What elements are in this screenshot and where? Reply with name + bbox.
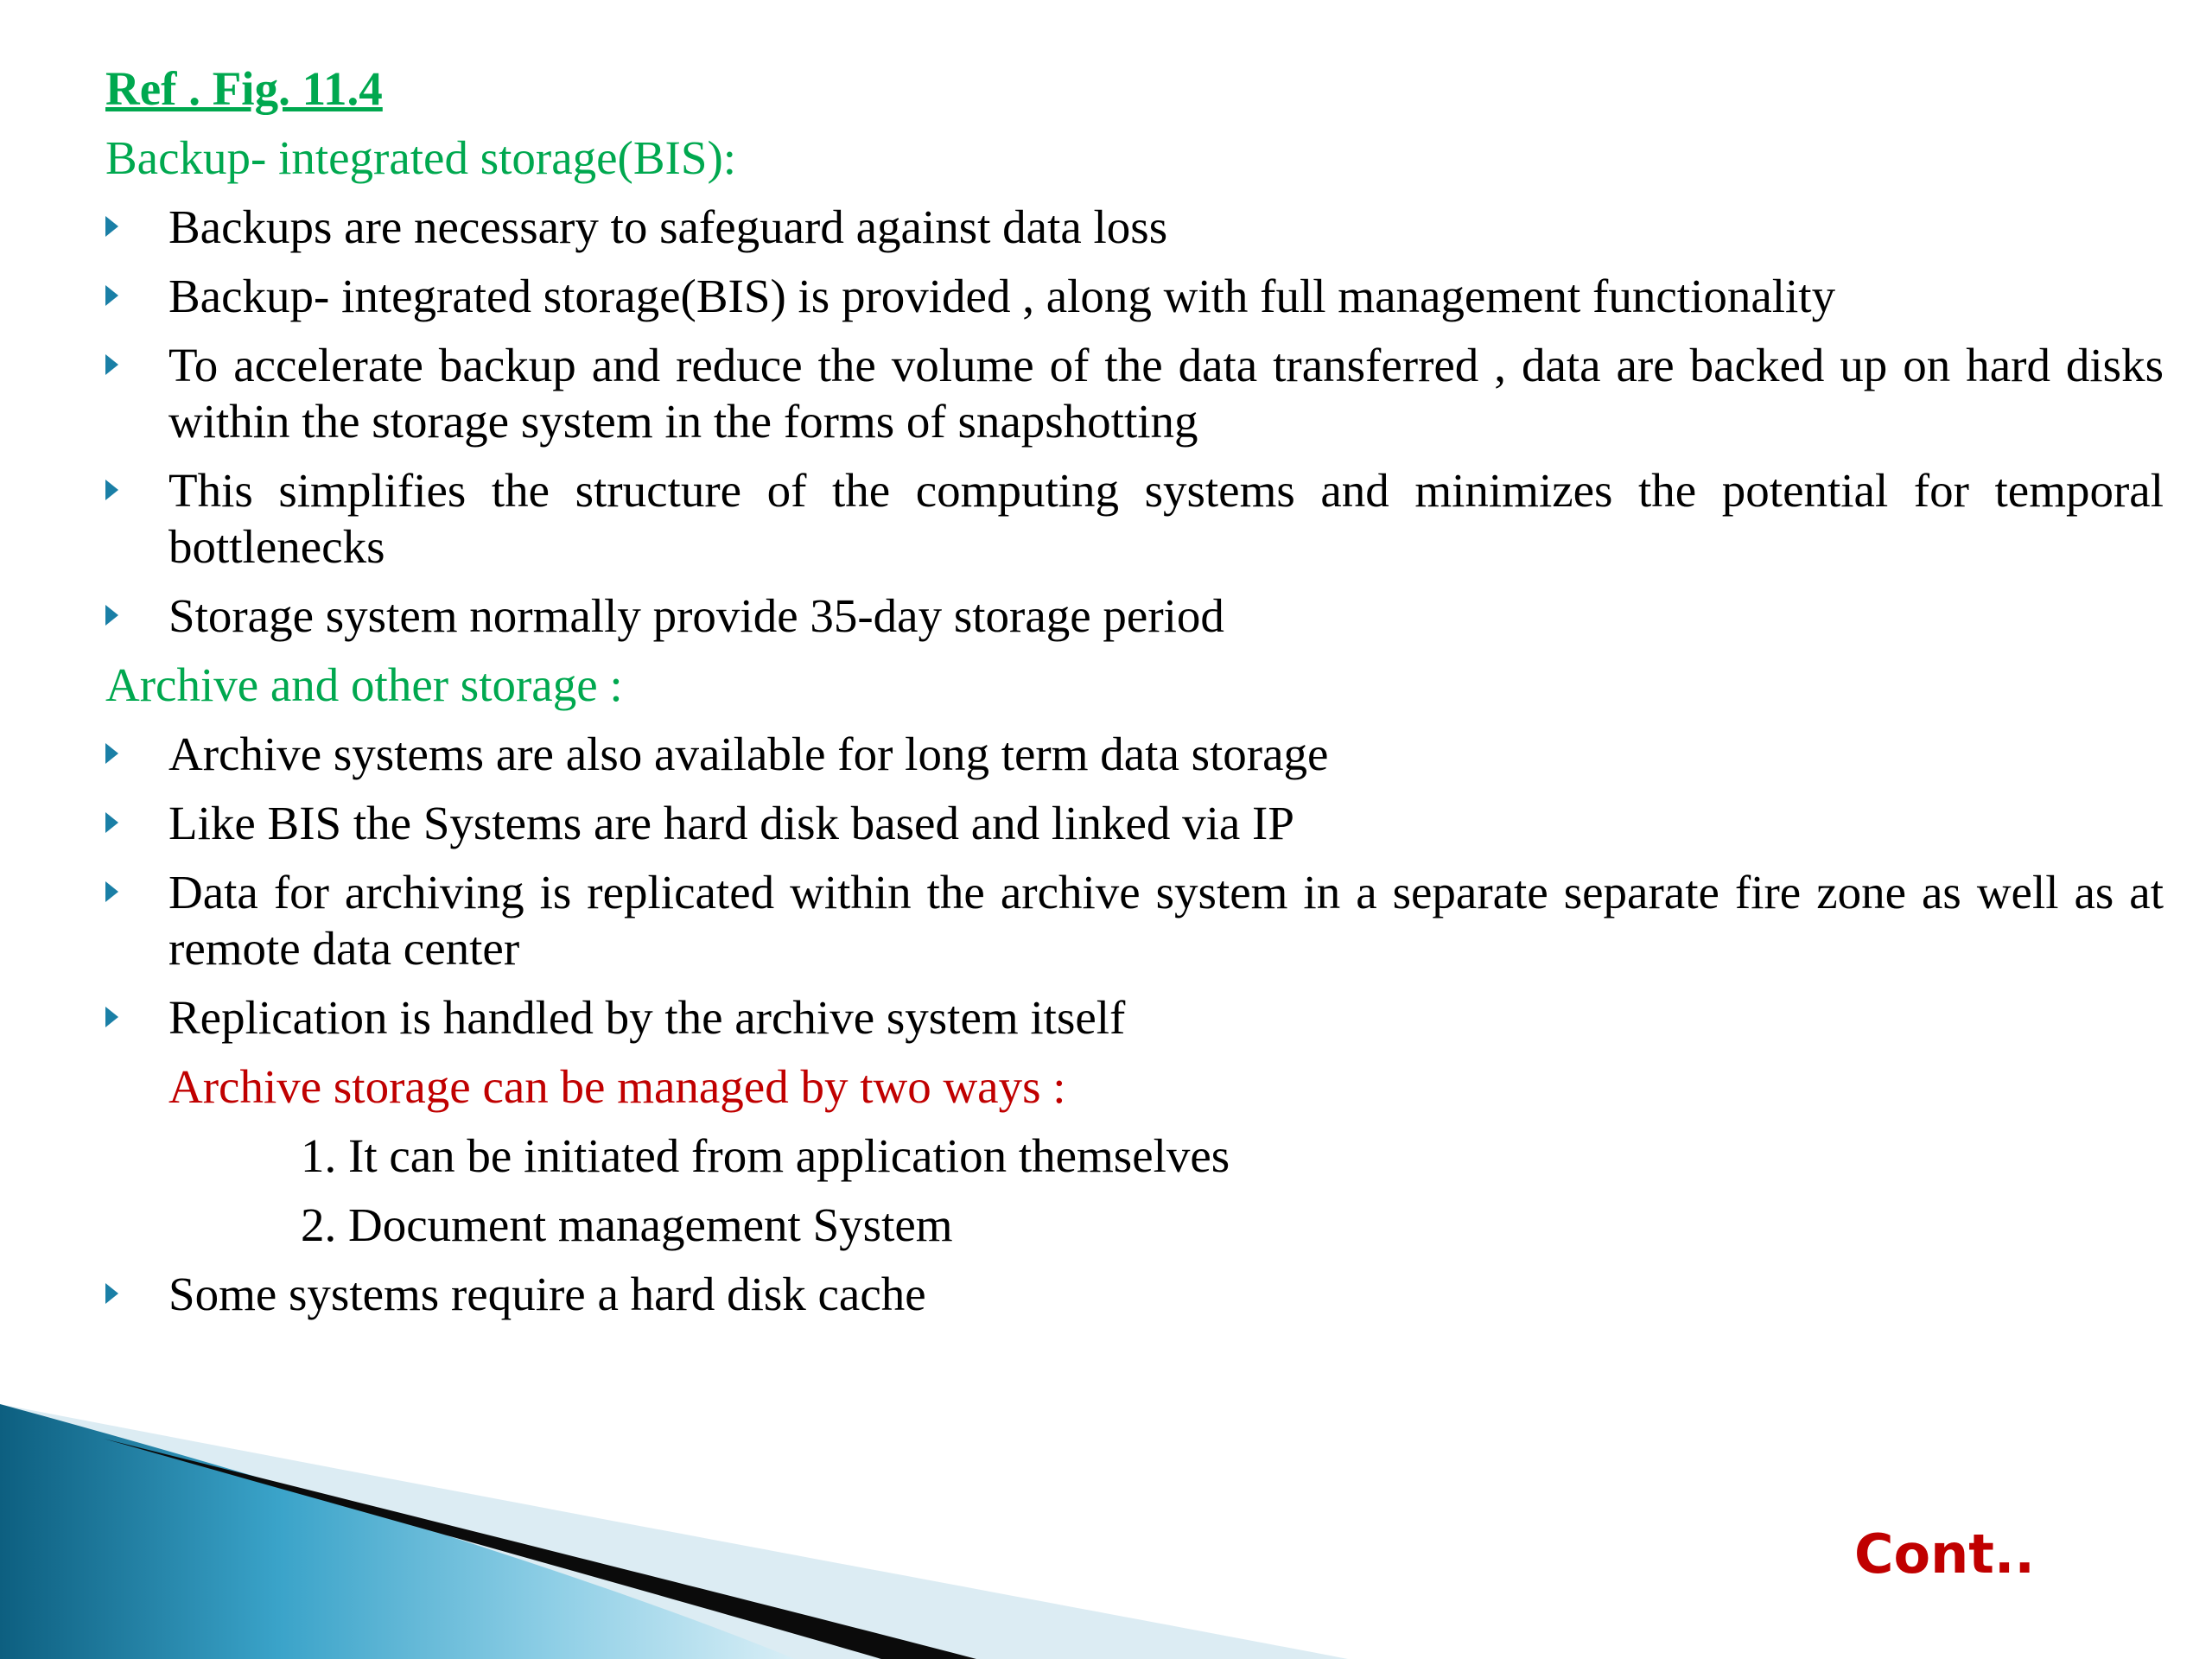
triangle-bullet-icon [105, 743, 118, 764]
teal-swoosh [0, 1404, 795, 1659]
triangle-bullet-icon [105, 216, 118, 237]
bullet-text: This simplifies the structure of the computing systems and minimizes the potential for temporal bottlenecks [168, 464, 2164, 573]
bullet-text: Data for archiving is replicated within the archive system in a separate separate fire zone as well as at remote data center [168, 866, 2164, 975]
triangle-bullet-icon [105, 812, 118, 833]
list-item [105, 462, 2164, 575]
triangle-bullet-icon [105, 605, 118, 626]
bis-heading: Backup- integrated storage(BIS): [105, 131, 737, 184]
triangle-bullet-icon [105, 881, 118, 902]
continued-label: Cont.. [1854, 1522, 2035, 1586]
bullet-text: Backups are necessary to safeguard against data loss [168, 200, 1168, 253]
list-item: 2. Document management System [301, 1198, 953, 1251]
bis-bullet-list [105, 199, 2164, 644]
list-item [105, 726, 2164, 782]
final-bullet-list [105, 1266, 2164, 1322]
bullet-text: Storage system normally provide 35-day storage period [168, 589, 1224, 642]
bullet-text: Archive systems are also available for long term data storage [168, 728, 1329, 780]
list-item [105, 337, 2164, 449]
list-item [105, 268, 2164, 324]
triangle-bullet-icon [105, 1007, 118, 1027]
archive-management-subheading: Archive storage can be managed by two ways : [168, 1060, 1066, 1113]
triangle-bullet-icon [105, 1283, 118, 1304]
slide-content [105, 60, 2164, 1335]
list-item [105, 989, 2164, 1046]
bullet-text: Backup- integrated storage(BIS) is provided , along with full management functionality [168, 270, 1836, 322]
archive-heading: Archive and other storage : [105, 658, 623, 711]
list-item [105, 588, 2164, 644]
bullet-text: Some systems require a hard disk cache [168, 1268, 926, 1320]
list-item: 1. It can be initiated from application themselves [301, 1129, 1230, 1182]
list-item [105, 199, 2164, 255]
triangle-bullet-icon [105, 354, 118, 375]
figure-reference: Ref . Fig. 11.4 [105, 62, 383, 115]
list-item [105, 1266, 2164, 1322]
bullet-text: To accelerate backup and reduce the volume of the data transferred , data are backed up on hard disks within the storage system in the forms of snapshotting [168, 339, 2164, 448]
list-item [105, 864, 2164, 976]
list-item [105, 795, 2164, 851]
triangle-bullet-icon [105, 480, 118, 500]
bullet-text: Replication is handled by the archive system itself [168, 991, 1126, 1044]
bullet-text: Like BIS the Systems are hard disk based and linked via IP [168, 797, 1294, 849]
triangle-bullet-icon [105, 285, 118, 306]
archive-bullet-list [105, 726, 2164, 1046]
management-ways-list [105, 1128, 2164, 1253]
